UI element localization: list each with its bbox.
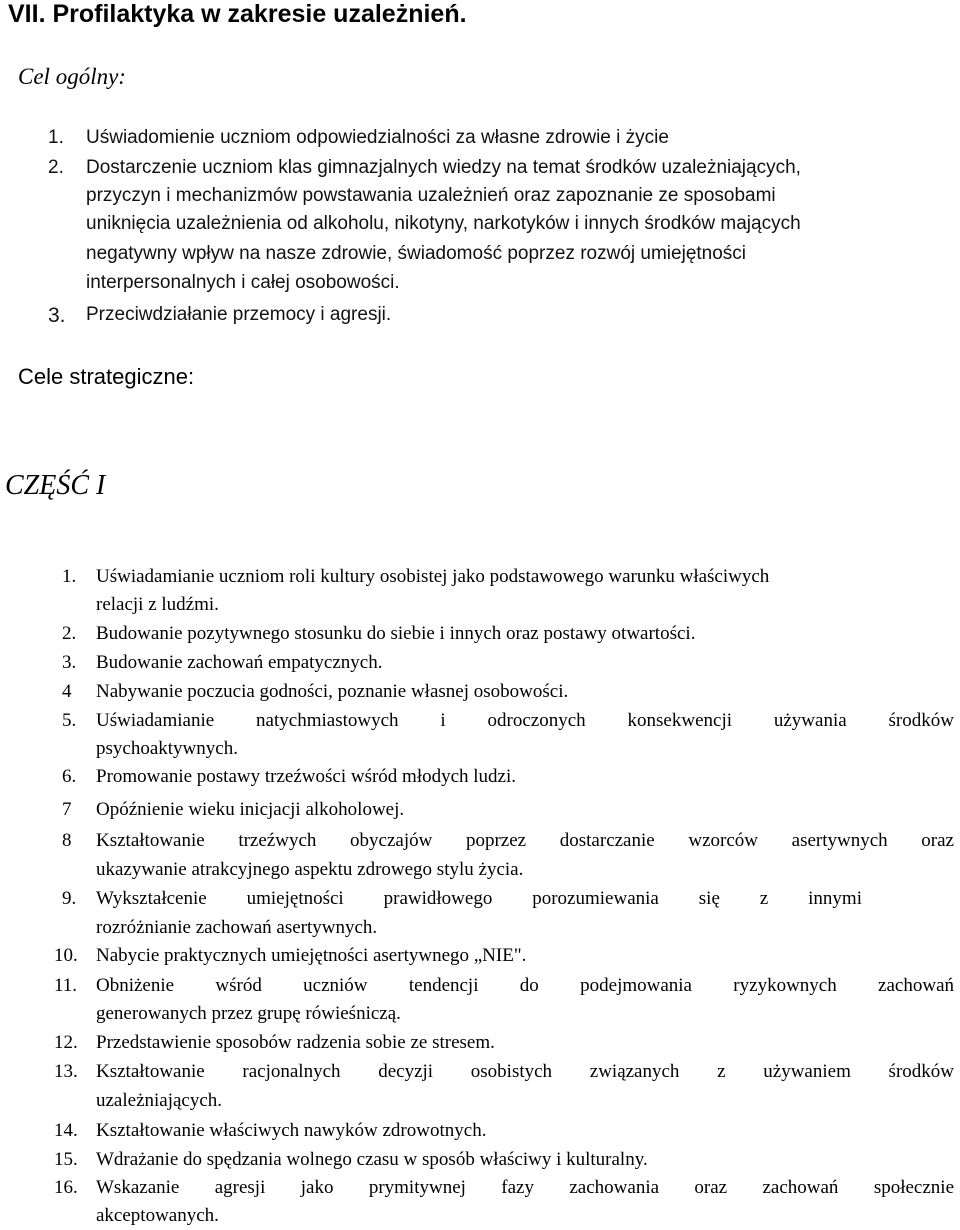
- list-item-number: 11.: [54, 975, 78, 996]
- list-item-number: 5.: [62, 710, 77, 731]
- list-item-text: przyczyn i mechanizmów powstawania uzależnień oraz zapoznanie ze sposobami: [86, 185, 776, 206]
- list-item-text: generowanych przez grupę rówieśniczą.: [96, 1003, 401, 1024]
- list-item-text: negatywny wpływ na nasze zdrowie, świadomość poprzez rozwój umiejętności: [86, 243, 747, 264]
- list-item-text: ukazywanie atrakcyjnego aspektu zdrowego stylu życia.: [96, 859, 524, 880]
- list-item-text: Uświadamianie natychmiastowych i odroczonych konsekwencji używania środków: [96, 710, 954, 731]
- list-item-number: 13.: [54, 1061, 78, 1082]
- list-item-number: 10.: [54, 945, 78, 966]
- list-item-number: 14.: [54, 1120, 78, 1141]
- list-item-number: 1.: [48, 127, 64, 148]
- list-item-text: rozróżnianie zachowań asertywnych.: [96, 917, 378, 938]
- list-item-number: 2.: [62, 623, 77, 644]
- list-item-number: 12.: [54, 1032, 78, 1053]
- list-item-text: Dostarczenie uczniom klas gimnazjalnych wiedzy na temat środków uzależniających,: [86, 157, 801, 178]
- list-item-text: psychoaktywnych.: [96, 738, 238, 759]
- list-item-text: Kształtowanie właściwych nawyków zdrowotnych.: [96, 1120, 487, 1141]
- list-item-number: 3.: [62, 652, 77, 673]
- list-item-text: Nabywanie poczucia godności, poznanie własnej osobowości.: [96, 681, 569, 702]
- list-item-text: Kształtowanie racjonalnych decyzji osobistych związanych z używaniem środków: [96, 1061, 954, 1082]
- list-item-text: Przedstawienie sposobów radzenia sobie ze stresem.: [96, 1032, 495, 1053]
- list-item-text: Przeciwdziałanie przemocy i agresji.: [86, 304, 392, 325]
- list-item-text: Obniżenie wśród uczniów tendencji do podejmowania ryzykownych zachowań: [96, 975, 954, 996]
- list-item-number: 4: [62, 681, 72, 702]
- list-item-text: Kształtowanie trzeźwych obyczajów poprzez dostarczanie wzorców asertywnych oraz: [96, 830, 954, 851]
- list-item-text: Budowanie zachowań empatycznych.: [96, 652, 383, 673]
- list-item-text: Wdrażanie do spędzania wolnego czasu w sposób właściwy i kulturalny.: [96, 1149, 648, 1170]
- list-item-text: Wskazanie agresji jako prymitywnej fazy zachowania oraz zachowań społecznie: [96, 1177, 954, 1198]
- list-item-number: 15.: [54, 1149, 78, 1170]
- list-item-text: uzależniających.: [96, 1090, 223, 1111]
- list-item-number: 2.: [48, 157, 64, 178]
- list-item-number: 6.: [62, 766, 77, 787]
- strategic-goals-heading: Cele strategiczne:: [18, 364, 195, 389]
- list-item-text: Opóźnienie wieku inicjacji alkoholowej.: [96, 799, 405, 820]
- list-item-text: interpersonalnych i całej osobowości.: [86, 272, 400, 293]
- list-item-text: akceptowanych.: [96, 1205, 219, 1226]
- list-item-number: 3.: [48, 304, 66, 327]
- list-item-number: 16.: [54, 1177, 78, 1198]
- list-item-text: relacji z ludźmi.: [96, 594, 219, 615]
- list-item-text: Promowanie postawy trzeźwości wśród młodych ludzi.: [96, 766, 517, 787]
- list-item-number: 9.: [62, 888, 77, 909]
- list-item-text: Uświadomienie uczniom odpowiedzialności za własne zdrowie i życie: [86, 127, 669, 148]
- list-item-text: Wykształcenie umiejętności prawidłowego porozumiewania się z innymi: [96, 888, 862, 909]
- list-item-text: Nabycie praktycznych umiejętności asertywnego „NIE".: [96, 945, 527, 966]
- list-item-text: Uświadamianie uczniom roli kultury osobistej jako podstawowego warunku właściwych: [96, 566, 770, 587]
- list-item-number: 8: [62, 830, 72, 851]
- list-item-number: 7: [62, 799, 72, 820]
- list-item-text: uniknięcia uzależnienia od alkoholu, nikotyny, narkotyków i innych środków mających: [86, 213, 801, 234]
- part-one-heading: CZĘŚĆ I: [5, 470, 106, 501]
- list-item-text: Budowanie pozytywnego stosunku do siebie i innych oraz postawy otwartości.: [96, 623, 696, 644]
- general-goal-heading: Cel ogólny:: [18, 64, 126, 89]
- section-title: VII. Profilaktyka w zakresie uzależnień.: [8, 0, 467, 28]
- list-item-number: 1.: [62, 566, 77, 587]
